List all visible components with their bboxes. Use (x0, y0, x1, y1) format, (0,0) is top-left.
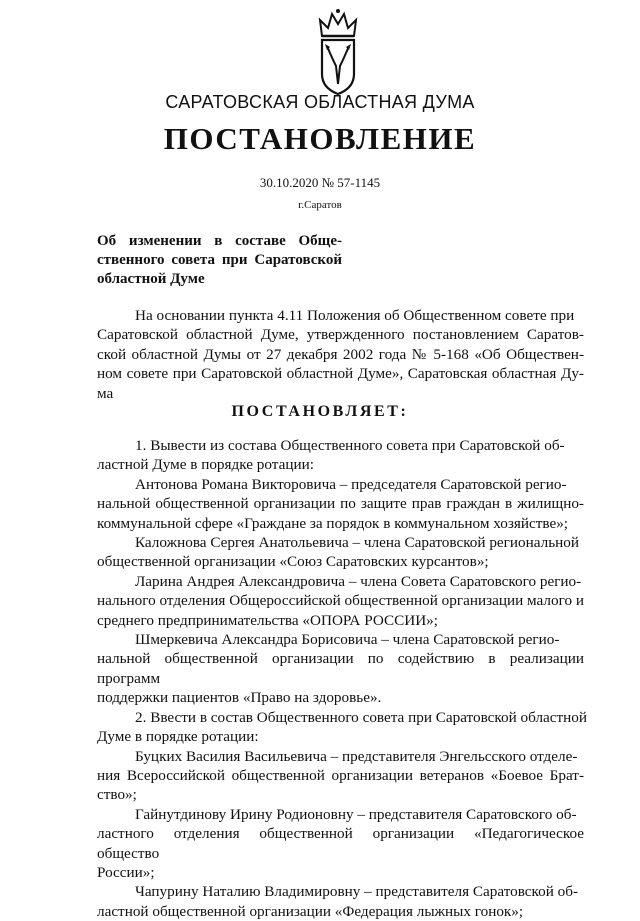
subject-line: областной Думе (97, 271, 205, 287)
document-type-title: ПОСТАНОВЛЕНИЕ (163, 121, 477, 156)
preamble-line: На основании пункта 4.11 Положения об Общественном совете при (135, 307, 575, 324)
organization-name: САРАТОВСКАЯ ОБЛАСТНАЯ ДУМА (165, 92, 475, 112)
item-line: ство»; (97, 786, 137, 804)
item-line: Буцких Василия Васильевича – представителя Энгельсского отделе- (135, 747, 578, 765)
preamble-line: ской областной Думы от 27 декабря 2002 года № 5-168 «Об Обществен- (97, 345, 584, 363)
item-line: Гайнутдинову Ирину Родионовну – представителя Саратовского об- (135, 805, 577, 823)
item-line: нального отделения Общероссийской общественной организации малого и (97, 592, 584, 610)
item-line: коммунальной сфере «Граждане за порядок в коммунальном хозяйстве»; (97, 514, 569, 532)
item-line: ния Всероссийской общественной организации ветеранов «Боевое Брат- (97, 766, 584, 784)
subject-line: ственного совета при Саратовской (97, 252, 342, 268)
item-line: Каложнова Сергея Анатольевича – члена Саратовской региональной (135, 534, 579, 552)
item-line: ластного отделения общественной организации «Педагогическое общество (97, 825, 584, 862)
subject-line: Об изменении в составе Обще- (97, 233, 342, 249)
item-line: Антонова Романа Викторовича – председателя Саратовской регио- (135, 475, 567, 493)
item-line: 1. Вывести из состава Общественного совета при Саратовской об- (135, 437, 565, 454)
preamble-line: ном совете при Саратовской областной Думе», Саратовская областная Ду- (97, 365, 584, 383)
item-line: 2. Ввести в состав Общественного совета при Саратовской областной (135, 708, 588, 726)
item-line: нальной общественной организации по защите прав граждан в жилищно- (97, 495, 584, 513)
saratov-coat-of-arms-icon (314, 6, 362, 96)
document-city: г.Саратов (298, 199, 342, 211)
resolves-heading: ПОСТАНОВЛЯЕТ: (231, 403, 409, 420)
item-line: России»; (97, 863, 155, 881)
document-subject (97, 232, 342, 289)
preamble-paragraph (97, 306, 584, 403)
item-line: ластной Думе в порядке ротации: (97, 456, 314, 474)
item-line: Чапурину Наталию Владимировну – представителя Саратовской об- (135, 883, 579, 901)
item-line: ластной общественной организации «Федерация лыжных гонок»; (97, 902, 524, 920)
item-line: нальной общественной организации по содействию в реализации программ (97, 650, 584, 687)
resolution-items (97, 436, 588, 921)
item-line: среднего предпринимательства «ОПОРА РОССИИ»; (97, 611, 438, 629)
preamble-line: ма (97, 384, 114, 402)
document-date-number: 30.10.2020 № 57-1145 (259, 175, 381, 190)
preamble-line: Саратовской областной Думе, утвержденного постановлением Саратов- (97, 326, 584, 344)
item-line: поддержки пациентов «Право на здоровье». (97, 689, 382, 707)
item-line: Ларина Андрея Александровича – члена Совета Саратовского регио- (135, 572, 582, 590)
item-line: Шмеркевича Александра Борисовича – члена Саратовской регио- (135, 631, 560, 649)
item-line: общественной организации «Союз Саратовских курсантов»; (97, 553, 489, 571)
item-line: Думе в порядке ротации: (97, 728, 259, 746)
